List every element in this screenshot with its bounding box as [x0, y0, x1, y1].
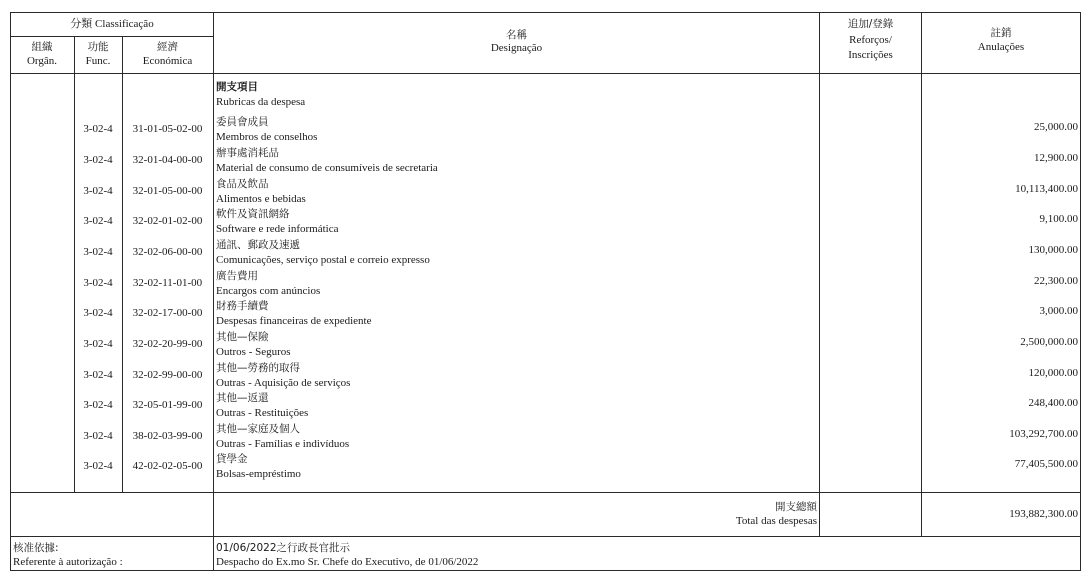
item-name-pt: Bolsas-empréstimo [216, 468, 301, 480]
func-code: 3-02-4 [83, 246, 113, 258]
total-label-pt: Total das despesas [735, 515, 817, 527]
authorization-ref-pt: Referente à autorização : [13, 556, 123, 568]
section-title-pt: Rubricas da despesa [216, 96, 306, 108]
reinforce-header-pt2: Inscrições [848, 49, 893, 61]
func-code: 3-02-4 [83, 277, 113, 289]
annul-amount: 12,900.00 [1034, 152, 1078, 164]
item-name-pt: Material de consumo de consumíveis de secretaria [216, 162, 438, 174]
total-label-zh: 開支總額 [775, 501, 817, 513]
econ-code: 32-02-06-00-00 [132, 246, 203, 258]
annul-amount: 130,000.00 [1028, 244, 1078, 256]
item-name-pt: Outras - Restituições [216, 407, 309, 419]
econ-header-zh: 經濟 [157, 41, 178, 53]
table-right-border [1080, 12, 1081, 570]
econ-code: 42-02-02-05-00 [132, 460, 203, 472]
table-left-border [10, 12, 11, 570]
func-code: 3-02-4 [83, 338, 113, 350]
func-code: 3-02-4 [83, 369, 113, 381]
classification-name-divider [213, 12, 214, 570]
econ-code: 32-02-11-01-00 [132, 277, 203, 289]
section-title-zh: 開支項目 [216, 81, 258, 93]
annul-amount: 120,000.00 [1028, 367, 1078, 379]
econ-code: 32-05-01-99-00 [132, 399, 203, 411]
item-name-pt: Alimentos e bebidas [216, 193, 306, 205]
econ-code: 32-02-17-00-00 [132, 307, 203, 319]
func-header-pt: Func. [85, 55, 111, 67]
item-name-pt: Software e rede informática [216, 223, 339, 235]
classification-divider [10, 36, 214, 37]
annul-amount: 25,000.00 [1034, 121, 1078, 133]
item-name-pt: Comunicações, serviço postal e correio expresso [216, 254, 430, 266]
econ-code: 32-02-20-99-00 [132, 338, 203, 350]
econ-code: 32-02-99-00-00 [132, 369, 203, 381]
total-bottom-border [10, 536, 1081, 537]
footer-bottom-border [10, 570, 1081, 571]
func-code: 3-02-4 [83, 399, 113, 411]
item-name-zh: 其他—保險 [216, 331, 269, 343]
name-header-zh: 名稱 [506, 29, 527, 41]
func-code: 3-02-4 [83, 460, 113, 472]
item-name-zh: 委員會成員 [216, 116, 269, 128]
item-name-pt: Despesas financeiras de expediente [216, 315, 372, 327]
annul-amount: 22,300.00 [1034, 275, 1078, 287]
annul-amount: 3,000.00 [1039, 305, 1078, 317]
item-name-zh: 食品及飲品 [216, 178, 269, 190]
annul-header-pt: Anulações [977, 41, 1025, 53]
name-header-pt: Designação [490, 42, 543, 54]
authorization-text-pt: Despacho do Ex.mo Sr. Chefe do Executivo, de 01/06/2022 [216, 556, 479, 568]
econ-code: 32-02-01-02-00 [132, 215, 203, 227]
func-code: 3-02-4 [83, 307, 113, 319]
item-name-zh: 財務手續費 [216, 300, 269, 312]
item-name-zh: 貸學金 [216, 453, 248, 465]
func-code: 3-02-4 [83, 215, 113, 227]
func-code: 3-02-4 [83, 123, 113, 135]
func-econ-divider [122, 36, 123, 492]
annul-amount: 2,500,000.00 [1020, 336, 1078, 348]
func-code: 3-02-4 [83, 430, 113, 442]
item-name-pt: Outras - Famílias e indivíduos [216, 438, 350, 450]
annul-amount: 103,292,700.00 [1009, 428, 1078, 440]
item-name-zh: 軟件及資訊網絡 [216, 208, 290, 220]
item-name-pt: Membros de conselhos [216, 131, 318, 143]
item-name-zh: 其他—勞務的取得 [216, 362, 300, 374]
econ-code: 38-02-03-99-00 [132, 430, 203, 442]
econ-code: 32-01-05-00-00 [132, 185, 203, 197]
func-code: 3-02-4 [83, 185, 113, 197]
reinforce-header-zh: 追加/登錄 [847, 18, 894, 30]
item-name-pt: Encargos com anúncios [216, 285, 321, 297]
total-amount: 193,882,300.00 [1009, 508, 1078, 520]
organ-header-pt: Orgân. [26, 55, 58, 67]
econ-code: 31-01-05-02-00 [132, 123, 203, 135]
classification-header: 分類 Classificação [70, 18, 154, 30]
reinforce-header-pt1: Reforços/ [849, 34, 892, 46]
annul-amount: 10,113,400.00 [1015, 183, 1078, 195]
econ-header-pt: Económica [142, 55, 193, 67]
authorization-ref-zh: 核准依據: [13, 542, 59, 554]
func-code: 3-02-4 [83, 154, 113, 166]
item-name-zh: 通訊、郵政及速遞 [216, 239, 300, 251]
item-name-zh: 廣告費用 [216, 270, 258, 282]
func-header-zh: 功能 [87, 41, 109, 53]
authorization-text-zh: 01/06/2022之行政長官批示 [216, 542, 351, 554]
annul-amount: 9,100.00 [1039, 213, 1078, 225]
organ-func-divider [74, 36, 75, 492]
econ-code: 32-01-04-00-00 [132, 154, 203, 166]
annul-amount: 248,400.00 [1028, 397, 1078, 409]
annul-amount: 77,405,500.00 [1014, 458, 1078, 470]
item-name-pt: Outros - Seguros [216, 346, 291, 358]
annul-header-zh: 註銷 [990, 27, 1012, 39]
item-name-zh: 辦事處消耗品 [216, 147, 279, 159]
name-reinforce-divider [819, 12, 820, 536]
item-name-pt: Outras - Aquisição de serviços [216, 377, 351, 389]
item-name-zh: 其他—家庭及個人 [216, 423, 300, 435]
organ-header-zh: 組織 [31, 41, 53, 53]
item-name-zh: 其他—返還 [216, 392, 269, 404]
